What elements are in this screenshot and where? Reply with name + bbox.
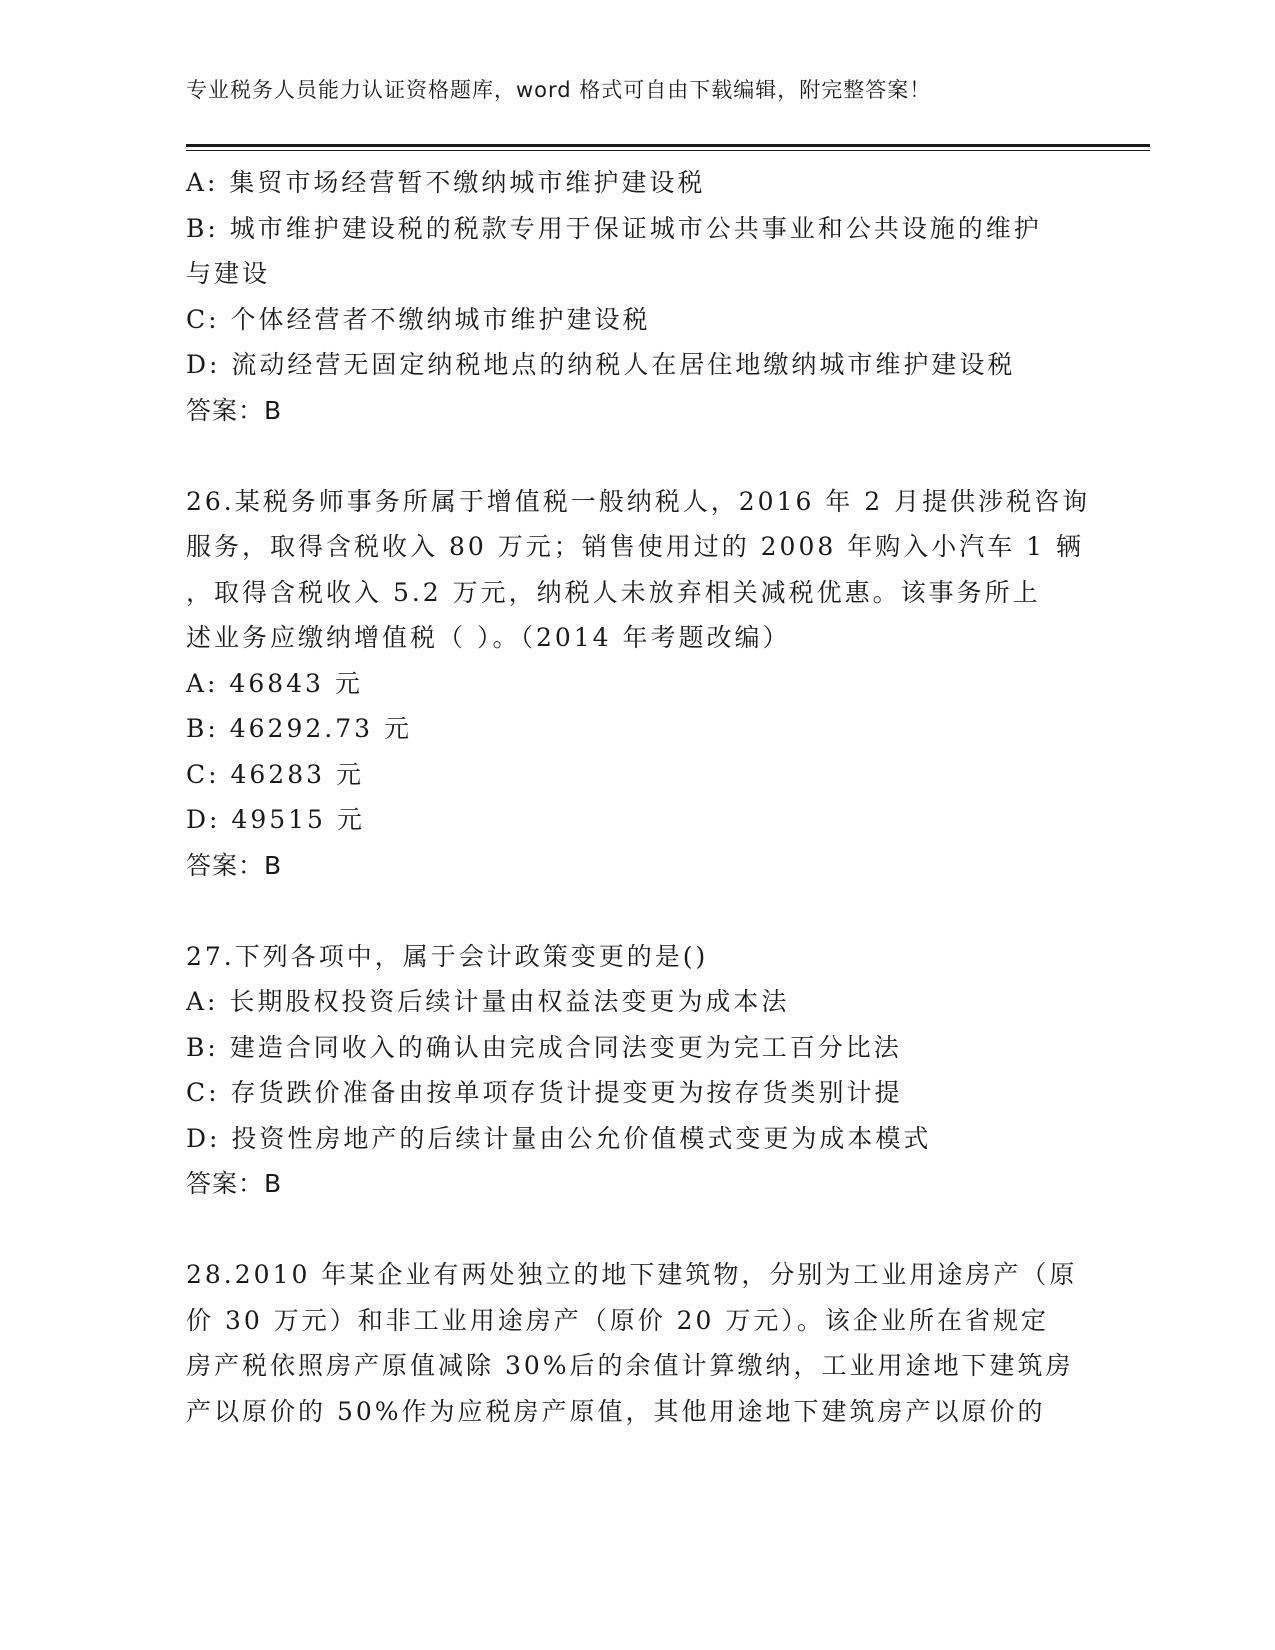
answer-line: 答案：B	[186, 395, 283, 425]
option-a: A: 集贸市场经营暂不缴纳城市维护建设税	[186, 168, 706, 197]
question-block-26	[186, 479, 1091, 889]
document-body	[186, 160, 1091, 1434]
spacer	[186, 433, 1086, 479]
spacer	[186, 1207, 1086, 1253]
option-d: D: 49515 元	[186, 805, 365, 834]
question-block-27	[186, 934, 1086, 1207]
option-b: B: 建造合同收入的确认由完成合同法变更为完工百分比法	[186, 1032, 902, 1062]
answer-line: 答案：B	[186, 1169, 283, 1198]
question-text: 价 30 万元）和非工业用途房产（原价 20 万元）。该企业所在省规定	[186, 1305, 1049, 1335]
question-text: 产以原价的 50%作为应税房产原值，其他用途地下建筑房产以原价的	[186, 1396, 1046, 1426]
question-text: 26.某税务师事务所属于增值税一般纳税人，2016 年 2 月提供涉税咨询	[186, 486, 1091, 516]
answer-line: 答案：B	[186, 850, 283, 880]
option-b-continued: 与建设	[186, 259, 271, 288]
question-text: 述业务应缴纳增值税（ ）。（2014 年考题改编）	[186, 623, 791, 652]
option-d: D: 流动经营无固定纳税地点的纳税人在居住地缴纳城市维护建设税	[186, 350, 1016, 379]
question-text: 28.2010 年某企业有两处独立的地下建筑物，分别为工业用途房产（原	[186, 1260, 1078, 1289]
option-c: C: 个体经营者不缴纳城市维护建设税	[186, 304, 651, 334]
option-b: B: 46292.73 元	[186, 714, 412, 743]
option-c: C: 存货跌价准备由按单项存货计提变更为按存货类别计提	[186, 1078, 903, 1107]
spacer	[186, 888, 1086, 934]
question-text: 服务，取得含税收入 80 万元；销售使用过的 2008 年购入小汽车 1 辆	[186, 532, 1085, 561]
header-rule-thick	[186, 144, 1150, 147]
question-block-25	[186, 160, 1086, 433]
question-block-28	[186, 1252, 1086, 1434]
header-rule-thin	[186, 150, 1150, 151]
page-header: 专业税务人员能力认证资格题库，word 格式可自由下载编辑，附完整答案！	[186, 78, 932, 102]
question-text: 27.下列各项中，属于会计政策变更的是()	[186, 941, 709, 971]
option-b: B: 城市维护建设税的税款专用于保证城市公共事业和公共设施的维护	[186, 213, 1042, 243]
option-d: D: 投资性房地产的后续计量由公允价值模式变更为成本模式	[186, 1123, 932, 1153]
option-c: C: 46283 元	[186, 759, 364, 789]
question-text: 房产税依照房产原值减除 30%后的余值计算缴纳，工业用途地下建筑房	[186, 1351, 1074, 1380]
option-a: A: 46843 元	[186, 668, 363, 698]
option-a: A: 长期股权投资后续计量由权益法变更为成本法	[186, 987, 790, 1016]
question-text: ，取得含税收入 5.2 万元，纳税人未放弃相关减税优惠。该事务所上	[186, 577, 1041, 607]
